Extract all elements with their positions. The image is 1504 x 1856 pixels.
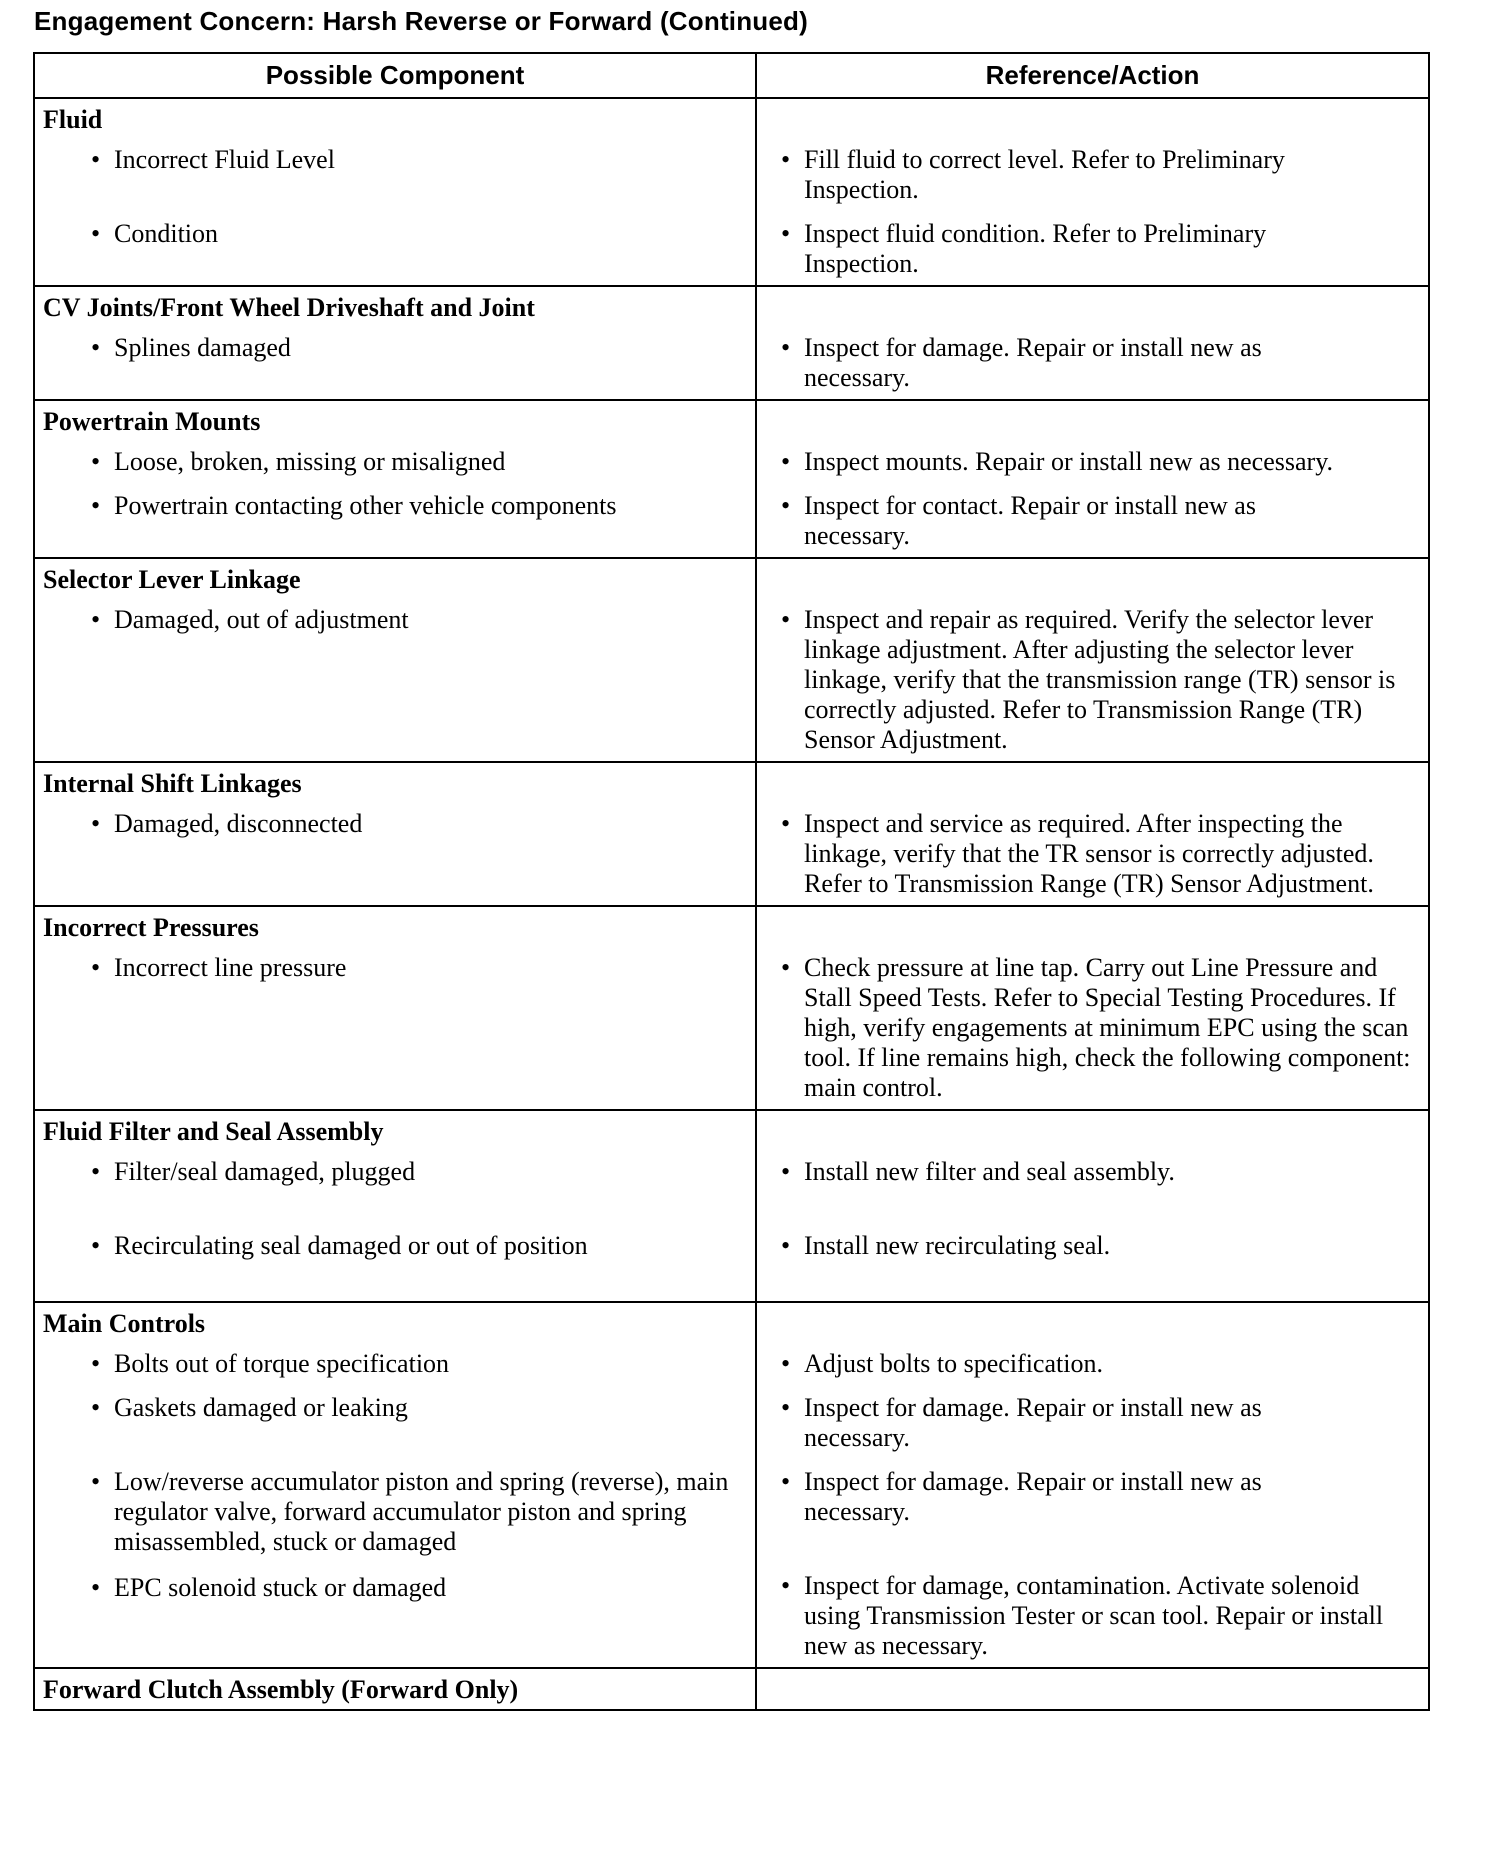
- component-cell: [34, 400, 756, 558]
- list-item: • Check pressure at line tap. Carry out Line Pressure and Stall Speed Tests. Refer to Special Testing Procedures. If high, verify engagements at minimum EPC using the scan tool. If line remains high, check the following component: main control.: [765, 953, 1420, 1103]
- list-item: • Bolts out of torque specification: [43, 1349, 747, 1379]
- group-title: Selector Lever Linkage: [43, 565, 301, 594]
- list-item: • Filter/seal damaged, plugged: [43, 1157, 747, 1187]
- component-cell: [34, 762, 756, 906]
- action-cell: [756, 762, 1429, 906]
- list-item: • Inspect for damage. Repair or install new as necessary.: [765, 1393, 1304, 1453]
- header-reference-action: Reference/Action: [756, 53, 1429, 98]
- list-item: • Inspect and repair as required. Verify the selector lever linkage adjustment. After adjusting the selector lever linkage, verify that the transmission range (TR) sensor is correctly adjusted. Refer to Transmission Range (TR) Sensor Adjustment.: [765, 605, 1420, 755]
- component-cell: [34, 1110, 756, 1302]
- table-row: [34, 558, 1429, 762]
- action-cell: [756, 1302, 1429, 1668]
- action-cell: [756, 1668, 1429, 1710]
- group-title: Fluid: [43, 105, 103, 134]
- group-title: Internal Shift Linkages: [43, 769, 302, 798]
- list-item: • Powertrain contacting other vehicle components: [43, 491, 747, 521]
- action-cell: [756, 286, 1429, 400]
- component-cell: [34, 98, 756, 286]
- component-cell: [34, 1302, 756, 1668]
- list-item: • Inspect for damage. Repair or install new as necessary.: [765, 1467, 1304, 1527]
- list-item: • Inspect and service as required. After inspecting the linkage, verify that the TR sensor is correctly adjusted. Refer to Transmission Range (TR) Sensor Adjustment.: [765, 809, 1420, 899]
- list-item: • Inspect for contact. Repair or install new as necessary.: [765, 491, 1304, 551]
- header-possible-component: Possible Component: [34, 53, 756, 98]
- list-item: • Gaskets damaged or leaking: [43, 1393, 747, 1423]
- list-item: • Inspect for damage, contamination. Activate solenoid using Transmission Tester or scan tool. Repair or install new as necessary.: [765, 1571, 1420, 1661]
- table-header-row: [34, 53, 1429, 98]
- group-title: Powertrain Mounts: [43, 407, 261, 436]
- list-item: • Install new recirculating seal.: [765, 1231, 1420, 1261]
- table-row: [34, 98, 1429, 286]
- list-item: • Inspect for damage. Repair or install new as necessary.: [765, 333, 1304, 393]
- component-cell: [34, 906, 756, 1110]
- diagnosis-table: [33, 52, 1430, 1711]
- action-cell: [756, 906, 1429, 1110]
- component-cell: [34, 558, 756, 762]
- page-title: Engagement Concern: Harsh Reverse or Forward (Continued): [34, 6, 808, 36]
- table-row: [34, 1668, 1429, 1710]
- table-row: [34, 762, 1429, 906]
- action-cell: [756, 1110, 1429, 1302]
- list-item: • Condition: [43, 219, 747, 249]
- group-title: Main Controls: [43, 1309, 206, 1338]
- table-row: [34, 1110, 1429, 1302]
- list-item: • Adjust bolts to specification.: [765, 1349, 1420, 1379]
- group-title: CV Joints/Front Wheel Driveshaft and Joint: [43, 293, 535, 322]
- action-cell: [756, 400, 1429, 558]
- list-item: • Incorrect line pressure: [43, 953, 747, 983]
- list-item: • Recirculating seal damaged or out of position: [43, 1231, 747, 1295]
- list-item: • Damaged, out of adjustment: [43, 605, 747, 635]
- table-row: [34, 1302, 1429, 1668]
- group-title: Fluid Filter and Seal Assembly: [43, 1117, 384, 1146]
- list-item: • Damaged, disconnected: [43, 809, 747, 839]
- group-title: Forward Clutch Assembly (Forward Only): [43, 1675, 519, 1704]
- list-item: • Inspect fluid condition. Refer to Preliminary Inspection.: [765, 219, 1304, 279]
- list-item: • Splines damaged: [43, 333, 747, 363]
- table-row: [34, 400, 1429, 558]
- action-cell: [756, 98, 1429, 286]
- list-item: • Incorrect Fluid Level: [43, 145, 747, 175]
- list-item: • EPC solenoid stuck or damaged: [43, 1573, 747, 1603]
- table-row: [34, 906, 1429, 1110]
- group-title: Incorrect Pressures: [43, 913, 259, 942]
- list-item: • Inspect mounts. Repair or install new as necessary.: [765, 447, 1420, 477]
- component-cell: [34, 286, 756, 400]
- list-item: • Fill fluid to correct level. Refer to Preliminary Inspection.: [765, 145, 1304, 205]
- list-item: • Install new filter and seal assembly.: [765, 1157, 1420, 1187]
- list-item: • Loose, broken, missing or misaligned: [43, 447, 747, 477]
- action-cell: [756, 558, 1429, 762]
- component-cell: [34, 1668, 756, 1710]
- list-item: • Low/reverse accumulator piston and spring (reverse), main regulator valve, forward accumulator piston and spring misassembled, stuck or damaged: [43, 1467, 747, 1557]
- table-row: [34, 286, 1429, 400]
